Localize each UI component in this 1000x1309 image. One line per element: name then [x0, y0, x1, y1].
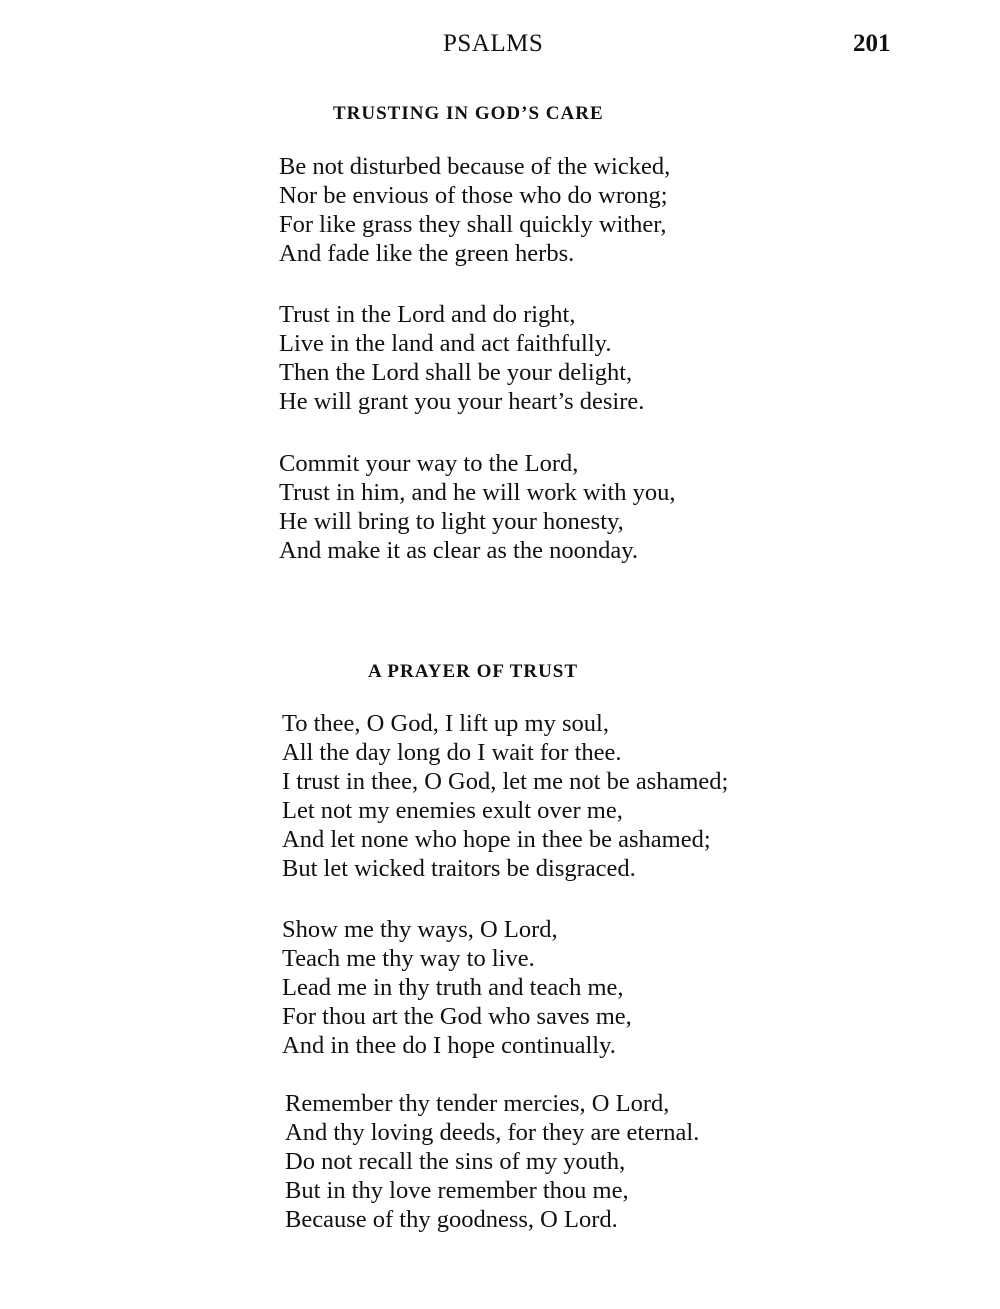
running-head [0, 30, 1000, 66]
verse-line: Then the Lord shall be your delight, [279, 359, 633, 386]
verse-line: Trust in him, and he will work with you, [279, 479, 676, 506]
verse-line: Because of thy goodness, O Lord. [285, 1206, 618, 1233]
stanza [279, 449, 676, 565]
verse-line: Lead me in thy truth and teach me, [282, 974, 624, 1001]
verse-line: And thy loving deeds, for they are eternal. [285, 1119, 700, 1146]
verse-line: He will bring to light your honesty, [279, 508, 624, 535]
stanza [279, 152, 670, 268]
verse-line: All the day long do I wait for thee. [282, 739, 622, 766]
verse-line: But in thy love remember thou me, [285, 1177, 629, 1204]
verse-line: Remember thy tender mercies, O Lord, [285, 1090, 670, 1117]
verse-line: But let wicked traitors be disgraced. [282, 855, 636, 882]
stanza [285, 1089, 699, 1234]
verse-line: Trust in the Lord and do right, [279, 301, 576, 328]
verse-line: He will grant you your heart’s desire. [279, 388, 645, 415]
verse-line: For like grass they shall quickly wither, [279, 211, 667, 238]
verse-line: And in thee do I hope continually. [282, 1032, 616, 1059]
page-number: 201 [853, 30, 891, 57]
verse-line: Teach me thy way to live. [282, 945, 535, 972]
verse-line: I trust in thee, O God, let me not be ashamed; [282, 768, 729, 795]
verse-line: To thee, O God, I lift up my soul, [282, 710, 609, 737]
stanza [279, 300, 644, 416]
poem-title: A PRAYER OF TRUST [368, 661, 579, 682]
verse-line: And fade like the green herbs. [279, 240, 575, 267]
verse-line: Let not my enemies exult over me, [282, 797, 623, 824]
verse-line: And let none who hope in thee be ashamed; [282, 826, 711, 853]
stanza [282, 709, 728, 883]
verse-line: Show me thy ways, O Lord, [282, 916, 558, 943]
poem-title: TRUSTING IN GOD’S CARE [333, 103, 604, 124]
verse-line: Commit your way to the Lord, [279, 450, 579, 477]
stanza [282, 915, 632, 1060]
verse-line: Be not disturbed because of the wicked, [279, 153, 671, 180]
verse-line: Do not recall the sins of my youth, [285, 1148, 626, 1175]
verse-line: For thou art the God who saves me, [282, 1003, 632, 1030]
running-head-title: PSALMS [443, 30, 544, 57]
verse-line: Nor be envious of those who do wrong; [279, 182, 668, 209]
verse-line: Live in the land and act faithfully. [279, 330, 612, 357]
verse-line: And make it as clear as the noonday. [279, 537, 638, 564]
